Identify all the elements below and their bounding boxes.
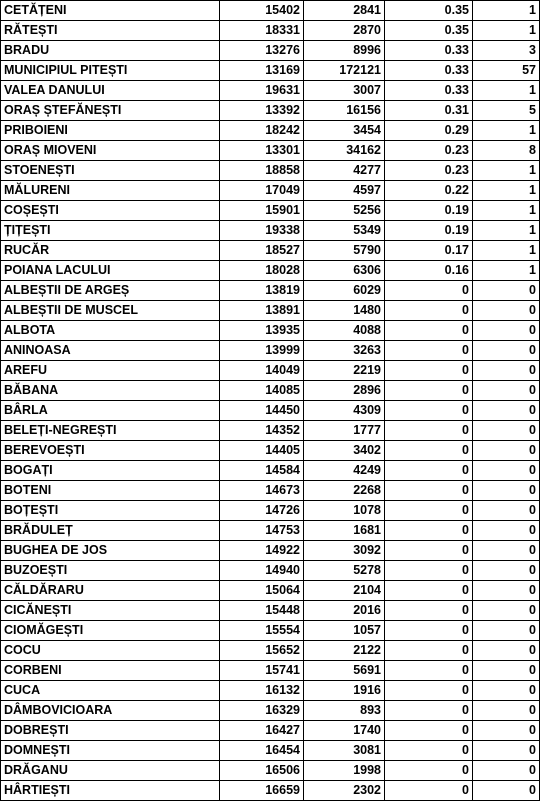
rate-cell[interactable]: 0 (385, 541, 473, 561)
table-row (1, 381, 540, 401)
cases-cell[interactable]: 3 (473, 41, 540, 61)
table-row (1, 401, 540, 421)
name-cell[interactable]: BRADU (1, 41, 220, 61)
cases-cell[interactable]: 0 (473, 581, 540, 601)
table-row (1, 161, 540, 181)
rate-cell[interactable]: 0 (385, 301, 473, 321)
name-cell[interactable]: ȚIȚEȘTI (1, 221, 220, 241)
cases-cell[interactable]: 57 (473, 61, 540, 81)
population-cell[interactable]: 2122 (304, 641, 385, 661)
cases-cell[interactable]: 1 (473, 161, 540, 181)
cases-cell[interactable]: 0 (473, 501, 540, 521)
cases-cell[interactable]: 0 (473, 621, 540, 641)
cases-cell[interactable]: 1 (473, 21, 540, 41)
name-cell[interactable]: CIOMĂGEȘTI (1, 621, 220, 641)
table-row (1, 321, 540, 341)
cases-cell[interactable]: 1 (473, 81, 540, 101)
population-cell[interactable]: 2268 (304, 481, 385, 501)
population-cell[interactable]: 1998 (304, 761, 385, 781)
code-cell[interactable]: 14753 (220, 521, 304, 541)
rate-cell[interactable]: 0 (385, 401, 473, 421)
population-cell[interactable]: 2896 (304, 381, 385, 401)
name-cell[interactable]: ORAȘ ȘTEFĂNEȘTI (1, 101, 220, 121)
cases-cell[interactable]: 0 (473, 361, 540, 381)
population-cell[interactable]: 8996 (304, 41, 385, 61)
name-cell[interactable]: RĂTEȘTI (1, 21, 220, 41)
table-row (1, 761, 540, 781)
rate-cell[interactable]: 0 (385, 521, 473, 541)
table-row (1, 341, 540, 361)
code-cell[interactable]: 13999 (220, 341, 304, 361)
population-cell[interactable]: 1681 (304, 521, 385, 541)
population-cell[interactable]: 3007 (304, 81, 385, 101)
table-row (1, 21, 540, 41)
cases-cell[interactable]: 0 (473, 281, 540, 301)
code-cell[interactable]: 13169 (220, 61, 304, 81)
population-cell[interactable]: 6306 (304, 261, 385, 281)
cases-cell[interactable]: 1 (473, 121, 540, 141)
name-cell[interactable]: STOENEȘTI (1, 161, 220, 181)
rate-cell[interactable]: 0 (385, 481, 473, 501)
population-cell[interactable]: 3092 (304, 541, 385, 561)
name-cell[interactable]: CICĂNEȘTI (1, 601, 220, 621)
table-row (1, 461, 540, 481)
rate-cell[interactable]: 0 (385, 661, 473, 681)
rate-cell[interactable]: 0.19 (385, 201, 473, 221)
population-cell[interactable]: 2841 (304, 1, 385, 21)
cases-cell[interactable]: 1 (473, 261, 540, 281)
code-cell[interactable]: 18242 (220, 121, 304, 141)
name-cell[interactable]: PRIBOIENI (1, 121, 220, 141)
table-row (1, 221, 540, 241)
cases-cell[interactable]: 0 (473, 441, 540, 461)
population-cell[interactable]: 1078 (304, 501, 385, 521)
cases-cell[interactable]: 0 (473, 481, 540, 501)
table-row (1, 501, 540, 521)
name-cell[interactable]: DOBREȘTI (1, 721, 220, 741)
population-cell[interactable]: 1057 (304, 621, 385, 641)
cases-cell[interactable]: 0 (473, 721, 540, 741)
population-cell[interactable]: 3263 (304, 341, 385, 361)
population-cell[interactable]: 5349 (304, 221, 385, 241)
name-cell[interactable]: BELEȚI-NEGREȘTI (1, 421, 220, 441)
population-cell[interactable]: 1740 (304, 721, 385, 741)
table-row (1, 601, 540, 621)
cases-cell[interactable]: 0 (473, 321, 540, 341)
table-row (1, 701, 540, 721)
table-row (1, 141, 540, 161)
rate-cell[interactable]: 0.33 (385, 81, 473, 101)
code-cell[interactable]: 14085 (220, 381, 304, 401)
code-cell[interactable]: 13891 (220, 301, 304, 321)
rate-cell[interactable]: 0 (385, 561, 473, 581)
cases-cell[interactable]: 0 (473, 381, 540, 401)
name-cell[interactable]: BOȚEȘTI (1, 501, 220, 521)
rate-cell[interactable]: 0.23 (385, 161, 473, 181)
code-cell[interactable]: 14405 (220, 441, 304, 461)
code-cell[interactable]: 15554 (220, 621, 304, 641)
name-cell[interactable]: RUCĂR (1, 241, 220, 261)
population-cell[interactable]: 172121 (304, 61, 385, 81)
name-cell[interactable]: BRĂDULEȚ (1, 521, 220, 541)
table-row (1, 441, 540, 461)
code-cell[interactable]: 18858 (220, 161, 304, 181)
rate-cell[interactable]: 0.33 (385, 41, 473, 61)
table-row (1, 361, 540, 381)
name-cell[interactable]: BUGHEA DE JOS (1, 541, 220, 561)
population-cell[interactable]: 6029 (304, 281, 385, 301)
population-cell[interactable]: 2104 (304, 581, 385, 601)
cases-cell[interactable]: 0 (473, 421, 540, 441)
rate-cell[interactable]: 0.35 (385, 1, 473, 21)
table-row (1, 421, 540, 441)
code-cell[interactable]: 14450 (220, 401, 304, 421)
code-cell[interactable]: 16659 (220, 781, 304, 801)
code-cell[interactable]: 14049 (220, 361, 304, 381)
rate-cell[interactable]: 0 (385, 681, 473, 701)
population-cell[interactable]: 4088 (304, 321, 385, 341)
code-cell[interactable]: 16132 (220, 681, 304, 701)
cases-cell[interactable]: 0 (473, 681, 540, 701)
table-row (1, 521, 540, 541)
code-cell[interactable]: 13819 (220, 281, 304, 301)
table-row (1, 721, 540, 741)
table-row (1, 741, 540, 761)
population-cell[interactable]: 2870 (304, 21, 385, 41)
population-cell[interactable]: 4309 (304, 401, 385, 421)
code-cell[interactable]: 18028 (220, 261, 304, 281)
cases-cell[interactable]: 1 (473, 1, 540, 21)
population-cell[interactable]: 34162 (304, 141, 385, 161)
name-cell[interactable]: CETĂȚENI (1, 1, 220, 21)
code-cell[interactable]: 15402 (220, 1, 304, 21)
population-cell[interactable]: 2219 (304, 361, 385, 381)
rate-cell[interactable]: 0.22 (385, 181, 473, 201)
name-cell[interactable]: MĂLURENI (1, 181, 220, 201)
rate-cell[interactable]: 0 (385, 701, 473, 721)
code-cell[interactable]: 13935 (220, 321, 304, 341)
code-cell[interactable]: 19338 (220, 221, 304, 241)
code-cell[interactable]: 14922 (220, 541, 304, 561)
cases-cell[interactable]: 0 (473, 661, 540, 681)
table-row (1, 241, 540, 261)
table-row (1, 781, 540, 801)
rate-cell[interactable]: 0.31 (385, 101, 473, 121)
cases-cell[interactable]: 0 (473, 601, 540, 621)
cases-cell[interactable]: 5 (473, 101, 540, 121)
code-cell[interactable]: 18527 (220, 241, 304, 261)
population-cell[interactable]: 5691 (304, 661, 385, 681)
cases-cell[interactable]: 0 (473, 781, 540, 801)
code-cell[interactable]: 16329 (220, 701, 304, 721)
rate-cell[interactable]: 0 (385, 321, 473, 341)
name-cell[interactable]: BÂRLA (1, 401, 220, 421)
cases-cell[interactable]: 8 (473, 141, 540, 161)
population-cell[interactable]: 5790 (304, 241, 385, 261)
population-cell[interactable]: 16156 (304, 101, 385, 121)
rate-cell[interactable]: 0 (385, 441, 473, 461)
table-row (1, 561, 540, 581)
population-cell[interactable]: 893 (304, 701, 385, 721)
rate-cell[interactable]: 0 (385, 581, 473, 601)
cases-cell[interactable]: 0 (473, 561, 540, 581)
population-cell[interactable]: 4249 (304, 461, 385, 481)
table-row (1, 41, 540, 61)
cases-cell[interactable]: 0 (473, 301, 540, 321)
table-row (1, 481, 540, 501)
cases-cell[interactable]: 0 (473, 341, 540, 361)
name-cell[interactable]: ANINOASA (1, 341, 220, 361)
rate-cell[interactable]: 0.35 (385, 21, 473, 41)
table-row (1, 121, 540, 141)
rate-cell[interactable]: 0 (385, 341, 473, 361)
code-cell[interactable]: 13301 (220, 141, 304, 161)
cases-cell[interactable]: 0 (473, 761, 540, 781)
name-cell[interactable]: CĂLDĂRARU (1, 581, 220, 601)
code-cell[interactable]: 15901 (220, 201, 304, 221)
code-cell[interactable]: 15064 (220, 581, 304, 601)
rate-cell[interactable]: 0 (385, 641, 473, 661)
population-cell[interactable]: 4277 (304, 161, 385, 181)
name-cell[interactable]: ALBOTA (1, 321, 220, 341)
name-cell[interactable]: CORBENI (1, 661, 220, 681)
rate-cell[interactable]: 0.29 (385, 121, 473, 141)
population-cell[interactable]: 1777 (304, 421, 385, 441)
cases-cell[interactable]: 1 (473, 241, 540, 261)
table-body (1, 1, 540, 801)
code-cell[interactable]: 16427 (220, 721, 304, 741)
cases-cell[interactable]: 0 (473, 541, 540, 561)
rate-cell[interactable]: 0 (385, 741, 473, 761)
rate-cell[interactable]: 0 (385, 461, 473, 481)
name-cell[interactable]: BEREVOEȘTI (1, 441, 220, 461)
rate-cell[interactable]: 0.17 (385, 241, 473, 261)
name-cell[interactable]: ALBEȘTII DE ARGEȘ (1, 281, 220, 301)
rate-cell[interactable]: 0 (385, 601, 473, 621)
population-cell[interactable]: 3402 (304, 441, 385, 461)
population-cell[interactable]: 1480 (304, 301, 385, 321)
code-cell[interactable]: 14352 (220, 421, 304, 441)
cases-cell[interactable]: 1 (473, 181, 540, 201)
code-cell[interactable]: 14673 (220, 481, 304, 501)
name-cell[interactable]: DÂMBOVICIOARA (1, 701, 220, 721)
name-cell[interactable]: ORAȘ MIOVENI (1, 141, 220, 161)
rate-cell[interactable]: 0 (385, 281, 473, 301)
name-cell[interactable]: BUZOEȘTI (1, 561, 220, 581)
code-cell[interactable]: 19631 (220, 81, 304, 101)
name-cell[interactable]: VALEA DANULUI (1, 81, 220, 101)
rate-cell[interactable]: 0 (385, 501, 473, 521)
cases-cell[interactable]: 0 (473, 461, 540, 481)
population-cell[interactable]: 1916 (304, 681, 385, 701)
rate-cell[interactable]: 0 (385, 761, 473, 781)
table-row (1, 81, 540, 101)
table-row (1, 61, 540, 81)
rate-cell[interactable]: 0.16 (385, 261, 473, 281)
table-row (1, 641, 540, 661)
population-cell[interactable]: 2302 (304, 781, 385, 801)
name-cell[interactable]: HÂRTIEȘTI (1, 781, 220, 801)
rate-cell[interactable]: 0 (385, 381, 473, 401)
name-cell[interactable]: COCU (1, 641, 220, 661)
table-row (1, 621, 540, 641)
rate-cell[interactable]: 0 (385, 781, 473, 801)
table-row (1, 301, 540, 321)
rate-cell[interactable]: 0 (385, 621, 473, 641)
code-cell[interactable]: 16506 (220, 761, 304, 781)
code-cell[interactable]: 14940 (220, 561, 304, 581)
name-cell[interactable]: BĂBANA (1, 381, 220, 401)
name-cell[interactable]: POIANA LACULUI (1, 261, 220, 281)
cases-cell[interactable]: 0 (473, 701, 540, 721)
cases-cell[interactable]: 0 (473, 521, 540, 541)
table-row (1, 681, 540, 701)
rate-cell[interactable]: 0 (385, 721, 473, 741)
name-cell[interactable]: CUCA (1, 681, 220, 701)
population-cell[interactable]: 2016 (304, 601, 385, 621)
code-cell[interactable]: 15652 (220, 641, 304, 661)
name-cell[interactable]: AREFU (1, 361, 220, 381)
cases-cell[interactable]: 0 (473, 641, 540, 661)
table-row (1, 181, 540, 201)
cases-cell[interactable]: 0 (473, 401, 540, 421)
name-cell[interactable]: MUNICIPIUL PITEȘTI (1, 61, 220, 81)
code-cell[interactable]: 13276 (220, 41, 304, 61)
table-row (1, 581, 540, 601)
cases-cell[interactable]: 1 (473, 201, 540, 221)
rate-cell[interactable]: 0.33 (385, 61, 473, 81)
population-cell[interactable]: 5278 (304, 561, 385, 581)
table-row (1, 261, 540, 281)
rate-cell[interactable]: 0 (385, 361, 473, 381)
code-cell[interactable]: 15448 (220, 601, 304, 621)
code-cell[interactable]: 17049 (220, 181, 304, 201)
name-cell[interactable]: DOMNEȘTI (1, 741, 220, 761)
code-cell[interactable]: 18331 (220, 21, 304, 41)
name-cell[interactable]: BOGAȚI (1, 461, 220, 481)
name-cell[interactable]: DRĂGANU (1, 761, 220, 781)
population-cell[interactable]: 5256 (304, 201, 385, 221)
table-row (1, 101, 540, 121)
name-cell[interactable]: ALBEȘTII DE MUSCEL (1, 301, 220, 321)
rate-cell[interactable]: 0.23 (385, 141, 473, 161)
population-cell[interactable]: 3454 (304, 121, 385, 141)
population-cell[interactable]: 4597 (304, 181, 385, 201)
name-cell[interactable]: COȘEȘTI (1, 201, 220, 221)
name-cell[interactable]: BOTENI (1, 481, 220, 501)
code-cell[interactable]: 16454 (220, 741, 304, 761)
rate-cell[interactable]: 0 (385, 421, 473, 441)
code-cell[interactable]: 14584 (220, 461, 304, 481)
population-cell[interactable]: 3081 (304, 741, 385, 761)
rate-cell[interactable]: 0.19 (385, 221, 473, 241)
table-row (1, 541, 540, 561)
table-row (1, 661, 540, 681)
cases-cell[interactable]: 1 (473, 221, 540, 241)
code-cell[interactable]: 13392 (220, 101, 304, 121)
table-row (1, 201, 540, 221)
cases-cell[interactable]: 0 (473, 741, 540, 761)
code-cell[interactable]: 14726 (220, 501, 304, 521)
table-row (1, 1, 540, 21)
code-cell[interactable]: 15741 (220, 661, 304, 681)
table-row (1, 281, 540, 301)
